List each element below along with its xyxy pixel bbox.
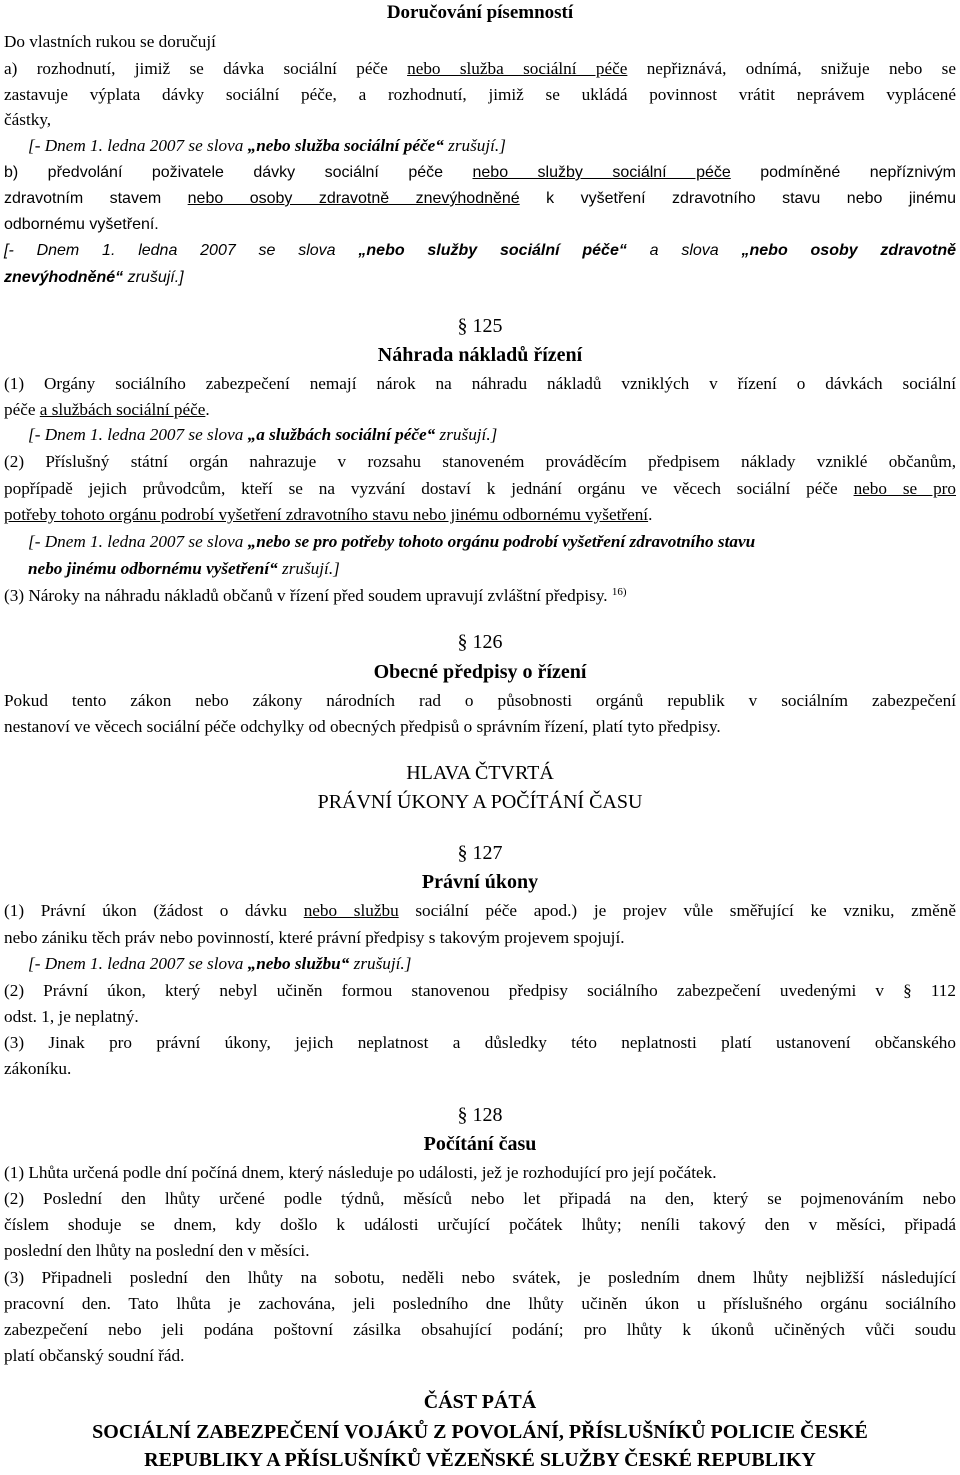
section-heading: Obecné předpisy o řízení <box>373 661 587 683</box>
paragraph-line: číslem shoduje se dnem, kdy došlo k události určující počátek lhůty; neníli takový den v měsíci, připadá <box>4 1215 956 1234</box>
paragraph-line: (3) Připadneli poslední den lhůty na sobotu, neděli nebo svátek, je posledním dnem lhůty nejbližší následující <box>4 1268 956 1287</box>
paragraph-line: (3) Nároky na náhradu nákladů občanů v řízení před soudem upravují zvláštní předpisy. $^{16)}$ <box>4 586 627 605</box>
paragraph-line: zákoníku. <box>4 1059 72 1078</box>
paragraph-line: (2) Poslední den lhůty určené podle týdnů, měsíců nebo let připadá na den, který se pojmenováním nebo <box>4 1189 956 1208</box>
amendment-note-cont: znevýhodněné“ zrušují.] <box>4 269 184 286</box>
amendment-note-cont: nebo jinému odbornému vyšetření“ zrušují.] <box>28 559 340 578</box>
paragraph-line: Pokud tento zákon nebo zákony národních rad o působnosti orgánů republik v sociálním zabezpečení <box>4 691 956 710</box>
paragraph-line: popřípadě jejich průvodcům, kteří se na vyzvání dostaví k jednání orgánu ve věcech sociální péče nebo se pro <box>4 479 957 498</box>
chapter-subtitle: PRÁVNÍ ÚKONY A POČÍTÁNÍ ČASU <box>317 791 643 813</box>
paragraph-line: poslední den lhůty na poslední den v měsíci. <box>4 1241 310 1260</box>
item-b-line-2: zdravotním stavem nebo osoby zdravotně znevýhodněné k vyšetření zdravotního stavu nebo jinému <box>4 190 956 207</box>
amendment-note: [- Dnem 1. ledna 2007 se slova „nebo služby sociální péče“ a slova „nebo osoby zdravotně <box>4 242 957 259</box>
item-b-line-3: odbornému vyšetření. <box>4 216 159 233</box>
paragraph-line: (1) Lhůta určená podle dní počíná dnem, který následuje po události, jež je rozhodující pro její počátek. <box>4 1163 717 1182</box>
item-a-line-1: a) rozhodnutí, jimiž se dávka sociální péče nebo služba sociální péče nepřiznává, odnímá, snižuje nebo se <box>4 59 957 78</box>
chapter-title: HLAVA ČTVRTÁ <box>406 762 554 784</box>
part-subtitle: REPUBLIKY A PŘÍSLUŠNÍKŮ VĚZEŇSKÉ SLUŽBY ČESKÉ REPUBLIKY <box>144 1449 816 1471</box>
intro-line: Do vlastních rukou se doručují <box>4 32 216 51</box>
paragraph-line: (2) Příslušný státní orgán nahrazuje v rozsahu stanoveném prováděcím předpisem náklady vzniklé občanům, <box>4 452 956 471</box>
paragraph-line: zabezpečení nebo jeli podána poštovní zásilka obsahující podání; pro lhůty k úkonů učiněných vůči soudu <box>4 1320 956 1339</box>
paragraph-line: (3) Jinak pro právní úkony, jejich neplatnost a důsledky této neplatnosti platí ustanovení občanského <box>4 1033 956 1052</box>
amendment-note: [- Dnem 1. ledna 2007 se slova „a službách sociální péče“ zrušují.] <box>28 425 498 444</box>
item-a-line-2: zastavuje výplata dávky sociální péče, a rozhodnutí, jimiž se ukládá povinnost vrátit neprávem vyplácené <box>4 85 956 104</box>
paragraph-line: péče a službách sociální péče. <box>4 400 210 419</box>
paragraph-line: potřeby tohoto orgánu podrobí vyšetření zdravotního stavu nebo jinému odbornému vyšetření. <box>4 505 653 524</box>
paragraph-line: platí občanský soudní řád. <box>4 1346 185 1365</box>
item-b-line-1: b) předvolání poživatele dávky sociální péče nebo služby sociální péče podmíněné nepříznivým <box>4 164 957 181</box>
section-heading: Počítání času <box>423 1133 537 1155</box>
amendment-note: [- Dnem 1. ledna 2007 se slova „nebo službu“ zrušují.] <box>28 954 412 973</box>
paragraph-line: nebo zániku těch práv nebo povinností, které právní předpisy s takovým projevem spojují. <box>4 928 625 947</box>
paragraph-line: (1) Orgány sociálního zabezpečení nemají nárok na náhradu nákladů vzniklých v řízení o dávkách sociální <box>4 374 956 393</box>
amendment-note: [- Dnem 1. ledna 2007 se slova „nebo se pro potřeby tohoto orgánu podrobí vyšetření zdravotního stavu <box>28 532 756 551</box>
amendment-note: [- Dnem 1. ledna 2007 se slova „nebo služba sociální péče“ zrušují.] <box>28 136 506 155</box>
footnote-ref: 16) <box>611 586 627 598</box>
paragraph-line: (2) Právní úkon, který nebyl učiněn formou stanovenou předpisy sociálního zabezpečení uvedenými v § 112 <box>4 981 956 1000</box>
paragraph-line: pracovní den. Tato lhůta je zachována, jeli posledního dne lhůty učiněn úkon u příslušného orgánu sociálního <box>4 1294 956 1313</box>
paragraph-line: nestanoví ve věcech sociální péče odchylky od obecných předpisů o správním řízení, platí tyto předpisy. <box>4 717 721 736</box>
section-heading: Právní úkony <box>421 871 539 893</box>
section-heading: Náhrada nákladů řízení <box>377 344 583 366</box>
paragraph-line: (1) Právní úkon (žádost o dávku nebo službu sociální péče apod.) je projev vůle směřující ke vzniku, změně <box>4 901 956 920</box>
paragraph-line: odst. 1, je neplatný. <box>4 1007 139 1026</box>
part-subtitle: SOCIÁLNÍ ZABEZPEČENÍ VOJÁKŮ Z POVOLÁNÍ, PŘÍSLUŠNÍKŮ POLICIE ČESKÉ <box>92 1421 868 1443</box>
section-number: § 126 <box>457 631 503 653</box>
section-number: § 125 <box>457 315 503 337</box>
section-title: Doručování písemností <box>386 2 574 23</box>
section-number: § 128 <box>457 1104 503 1126</box>
item-a-line-3: částky, <box>4 110 52 129</box>
section-number: § 127 <box>457 842 503 864</box>
part-title: ČÁST PÁTÁ <box>423 1391 537 1413</box>
